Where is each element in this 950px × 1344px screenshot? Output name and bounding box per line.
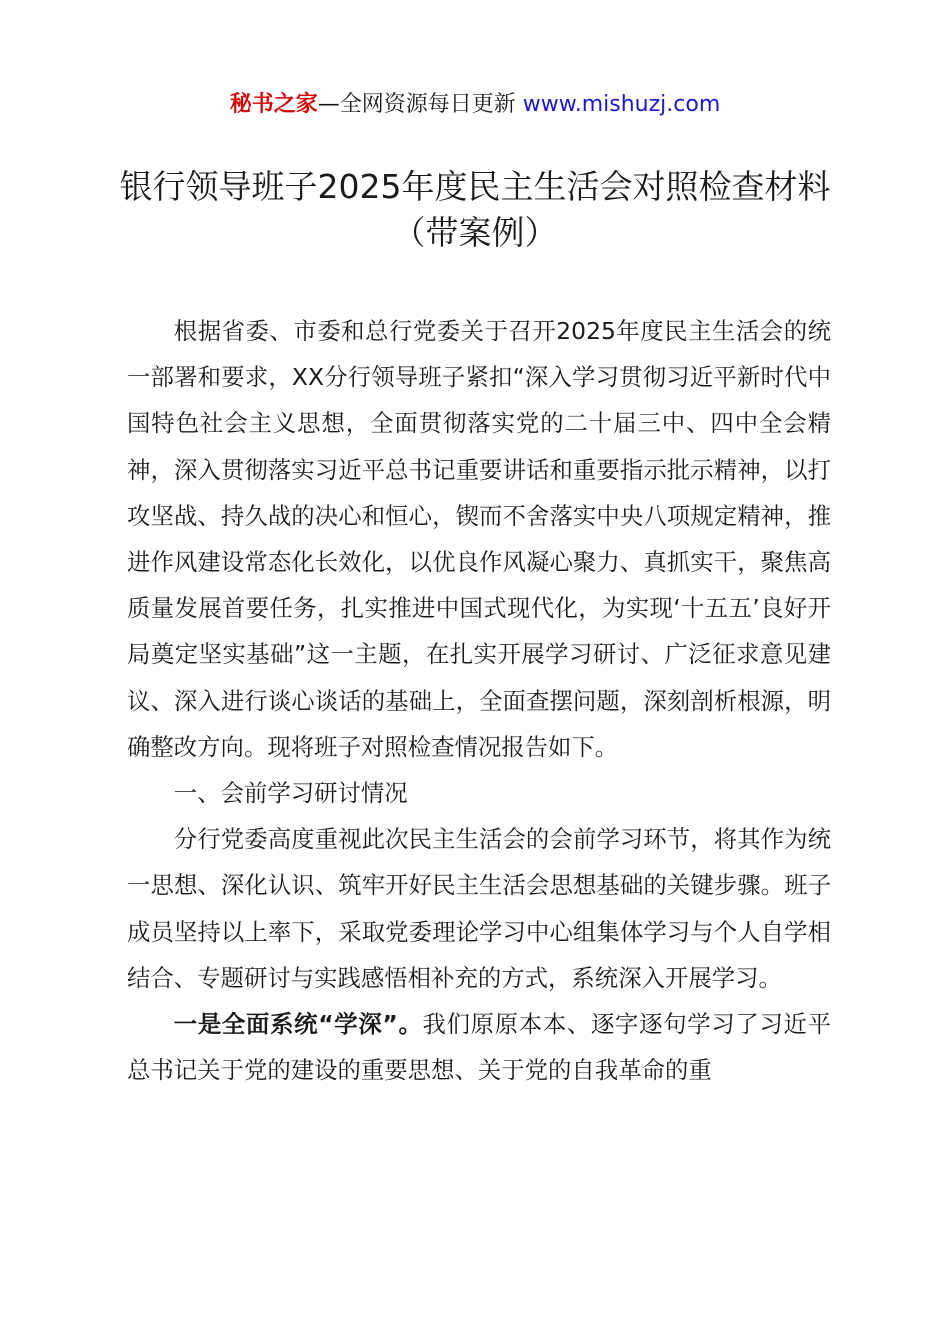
intro-paragraph: 根据省委、市委和总行党委关于召开2025年度民主生活会的统一部署和要求，XX分行领导班子紧扣“深入学习贯彻习近平新时代中国特色社会主义思想，全面贯彻落实党的二十届三中、四中全会精神，深入贯彻落实习近平总书记重要讲话和重要指示批示精神，以打攻坚战、持久战的决心和恒心，锲而不舍落实中央八项规定精神，推进作风建设常态化长效化，以优良作风凝心聚力、真抓实干，聚焦高质量发展首要任务，扎实推进中国式现代化，为实现‘十五五’良好开局奠定坚实基础”这一主题，在扎实开展学习研讨、广泛征求意见建议、深入进行谈心谈话的基础上，全面查摆问题，深刻剖析根源，明确整改方向。现将班子对照检查情况报告如下。	[127, 317, 831, 761]
document-title: 银行领导班子2025年度民主生活会对照检查材料（带案例）	[119, 167, 831, 252]
document-body	[127, 308, 831, 1093]
site-tagline: —全网资源每日更新	[317, 92, 523, 117]
lead-phrase: 一是全面系统“学深”。	[173, 1010, 423, 1039]
lead-paragraph	[127, 1001, 831, 1093]
study-paragraph: 分行党委高度重视此次民主生活会的会前学习环节，将其作为统一思想、深化认识、筑牢开好民主生活会思想基础的关键步骤。班子成员坚持以上率下，采取党委理论学习中心组集体学习与个人自学相结合、专题研讨与实践感悟相补充的方式，系统深入开展学习。	[127, 825, 831, 992]
site-brand: 秘书之家	[229, 92, 318, 117]
site-url-link[interactable]: www.mishuzj.com	[522, 92, 721, 117]
lead-paragraph-text: 我们原原本本、逐字逐句学习了习近平总书记关于党的建设的重要思想、关于党的自我革命的重	[127, 1010, 831, 1085]
site-header	[0, 88, 950, 122]
section-heading: 一、会前学习研讨情况	[173, 779, 408, 808]
